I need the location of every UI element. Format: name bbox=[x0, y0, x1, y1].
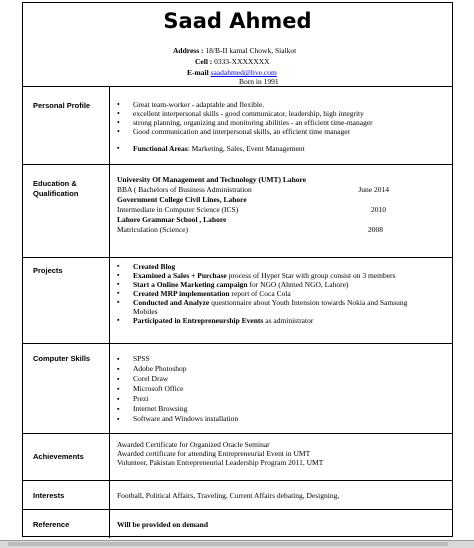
skill-item: ▪ SPSS bbox=[117, 354, 444, 364]
project-title: Created MRP implementation bbox=[133, 289, 230, 298]
degree-line bbox=[117, 185, 444, 195]
projects-content bbox=[117, 262, 444, 325]
project-item bbox=[117, 316, 444, 325]
project-item bbox=[117, 298, 444, 307]
project-title: Conducted and Analyze bbox=[133, 298, 210, 307]
label-interests: Interests bbox=[33, 491, 65, 500]
row-personal-profile bbox=[23, 87, 452, 165]
project-desc: as administrator bbox=[263, 316, 314, 325]
profile-content bbox=[117, 100, 444, 153]
row-computer-skills bbox=[23, 344, 452, 434]
row-projects bbox=[23, 258, 452, 344]
row-achievements bbox=[23, 434, 452, 481]
degree-name: Intermediate in Computer Science (ICS) bbox=[117, 205, 239, 214]
resume-header bbox=[23, 3, 452, 87]
skill-item: ▪ Software and Windows installation bbox=[117, 414, 444, 424]
interests-content bbox=[117, 491, 444, 500]
label-achievements: Achievements bbox=[33, 452, 84, 461]
school-name: Lahore Grammar School , Lahore bbox=[117, 215, 227, 224]
degree-name: BBA ( Bachelors of Business Administration bbox=[117, 185, 252, 194]
education-content bbox=[117, 175, 444, 235]
cell-label: Cell : bbox=[195, 57, 213, 66]
project-item bbox=[117, 271, 444, 280]
cell-line bbox=[195, 57, 395, 66]
project-desc: report of Coca Cola bbox=[229, 289, 291, 298]
project-desc: process of Hyper Star with group consist on 3 members bbox=[226, 271, 396, 280]
reference-content bbox=[117, 520, 444, 529]
skill-item: ▪ Corel Draw bbox=[117, 374, 444, 384]
skill-item: ▪ Microsoft Office bbox=[117, 384, 444, 394]
profile-bullet: • Great team-worker - adaptable and flexible. bbox=[117, 100, 444, 109]
label-education bbox=[33, 179, 78, 199]
cell-value: 0333-XXXXXXX bbox=[214, 57, 270, 66]
school-name: University Of Management and Technology (UMT) Lahore bbox=[117, 175, 307, 184]
email-line bbox=[187, 68, 387, 77]
degree-date: 2010 bbox=[371, 205, 386, 214]
functional-areas-value: : Marketing, Sales, Event Management bbox=[187, 144, 305, 153]
interests-value: Football, Political Affairs, Traveling, Current Affairs debating, Designing, bbox=[117, 491, 340, 500]
project-title: Start a Online Marketing campaign bbox=[133, 280, 248, 289]
project-title: Created Blog bbox=[133, 262, 176, 271]
achievement-line: Volunteer, Pakistan Entrepreneurial Leadership Program 2011, UMT bbox=[117, 458, 324, 467]
label-reference: Reference bbox=[33, 520, 70, 529]
project-item bbox=[117, 289, 444, 298]
functional-areas-label: Functional Areas bbox=[133, 144, 188, 153]
project-title: Participated in Entrepreneurship Events bbox=[133, 316, 264, 325]
school-name: Government College Civil Lines, Lahore bbox=[117, 195, 247, 204]
email-link[interactable]: saadahmed@live.com bbox=[210, 68, 277, 77]
degree-name: Matriculation (Science) bbox=[117, 225, 189, 234]
address-value: 18/B-II kamal Chowk, Sialkot bbox=[205, 46, 297, 55]
project-desc: questionnaire about Youth Intension towards Nokia and Samsung bbox=[209, 298, 408, 307]
label-computer-skills: Computer Skills bbox=[33, 354, 91, 363]
skill-item: ▪ Adobe Photoshop bbox=[117, 364, 444, 374]
degree-date: 2008 bbox=[368, 225, 383, 234]
project-item bbox=[117, 262, 444, 271]
degree-date: June 2014 bbox=[358, 185, 389, 194]
project-item bbox=[117, 280, 444, 289]
degree-line bbox=[117, 205, 444, 215]
profile-bullet: • Good communication and interpersonal skills, an efficient time manager bbox=[117, 127, 444, 136]
row-interests bbox=[23, 481, 452, 510]
row-reference bbox=[23, 510, 452, 538]
address-line bbox=[173, 46, 373, 55]
scrollbar-thumb[interactable] bbox=[8, 542, 448, 546]
row-education bbox=[23, 165, 452, 258]
label-education-line1: Education & bbox=[33, 179, 77, 188]
profile-bullet: • strong planning, organizing and monitoring abilities - an efficient time-manager bbox=[117, 118, 444, 127]
skill-item: ▪ Prezi bbox=[117, 394, 444, 404]
project-item-continuation: Mobiles bbox=[133, 307, 158, 316]
skill-item: ▪ Internet Browsing bbox=[117, 404, 444, 414]
address-label: Address : bbox=[173, 46, 204, 55]
label-education-line2: Qualification bbox=[33, 189, 79, 198]
achievement-line: Awarded certificate for attending Entrepreneurial Event in UMT bbox=[117, 449, 311, 458]
born-line: Born in 1991 bbox=[239, 77, 279, 86]
label-personal-profile: Personal Profile bbox=[33, 101, 91, 110]
degree-line bbox=[117, 225, 444, 235]
profile-bullet: • excellent interpersonal skills - good communicator, leadership, high integrity bbox=[117, 109, 444, 118]
functional-areas-line bbox=[117, 144, 444, 153]
skills-content bbox=[117, 354, 444, 424]
achievement-line: Awarded Certificate for Organized Oracle Seminar bbox=[117, 440, 270, 449]
email-label: E-mail bbox=[187, 68, 209, 77]
candidate-name: Saad Ahmed bbox=[163, 9, 312, 33]
project-title: Examined a Sales + Purchase bbox=[133, 271, 227, 280]
reference-value: Will be provided on demand bbox=[117, 520, 208, 529]
resume-sheet bbox=[22, 2, 453, 537]
project-desc: for NGO (Ahmed NGO, Lahore) bbox=[247, 280, 349, 289]
label-projects: Projects bbox=[33, 266, 63, 275]
achievements-content bbox=[117, 440, 444, 467]
